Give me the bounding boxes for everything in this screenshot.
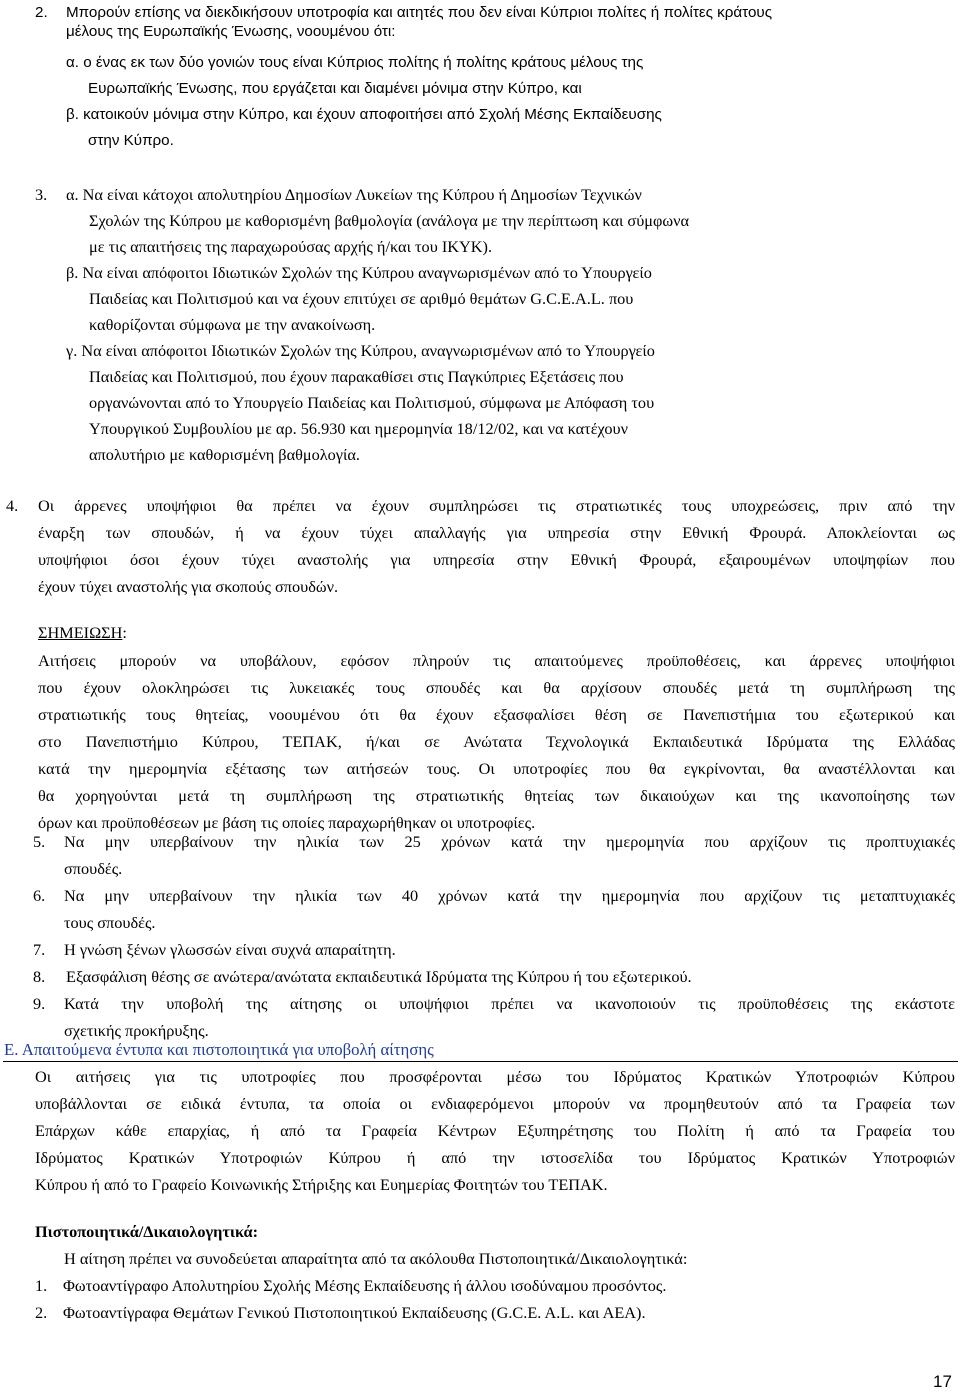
- item-3a-line-2: Σχολών της Κύπρου με καθορισμένη βαθμολογία (ανάλογα με την περίπτωση και σύμφωνα: [89, 211, 690, 230]
- certificate-item-2-number: 2.: [35, 1303, 48, 1322]
- item-3g-line-2: Παιδείας και Πολιτισμού, που έχουν παρακαθίσει στις Παγκύπριες Εξετάσεις που: [89, 367, 624, 386]
- item-7-line-1: Η γνώση ξένων γλωσσών είναι συχνά απαραίτητη.: [64, 940, 396, 959]
- note-title-colon: :: [122, 623, 127, 642]
- item-3g-line-5: απολυτήριο με καθορισμένη βαθμολογία.: [89, 445, 360, 464]
- item-7-number: 7.: [33, 940, 46, 959]
- note-line-6: θα χορηγούνται μετά τη συμπλήρωση της στρατιωτικής θητείας των δικαιούχων και της ικανοποίησης των: [38, 786, 955, 805]
- section-e-heading: Ε. Απαιτούμενα έντυπα και πιστοποιητικά για υποβολή αίτησης: [4, 1040, 434, 1059]
- item-2a-line-2: Ευρωπαϊκής Ένωσης, που εργάζεται και διαμένει μόνιμα στην Κύπρο, και: [88, 80, 582, 97]
- section-e-line-3: Επάρχων κάθε επαρχίας, ή από τα Γραφεία Κέντρων Εξυπηρέτησης του Πολίτη ή από τα Γραφεία του: [35, 1121, 955, 1140]
- page-number: 17: [933, 1372, 952, 1391]
- item-9-line-1: Κατά την υποβολή της αίτησης οι υποψήφιοι πρέπει να ικανοποιούν τις προϋποθέσεις της εκάστοτε: [64, 994, 955, 1013]
- item-9-line-2: σχετικής προκήρυξης.: [64, 1021, 209, 1040]
- section-e-line-5: Κύπρου ή από το Γραφείο Κοινωνικής Στήριξης και Ευημερίας Φοιτητών του ΤΕΠΑΚ.: [35, 1175, 608, 1194]
- certificates-intro: Η αίτηση πρέπει να συνοδεύεται απαραίτητα από τα ακόλουθα Πιστοποιητικά/Δικαιολογητικά:: [64, 1249, 688, 1268]
- item-6-line-1: Να μην υπερβαίνουν την ηλικία των 40 χρόνων κατά την ημερομηνία που αρχίζουν τις μεταπτυχιακές: [64, 886, 955, 905]
- note-title-row: [38, 623, 127, 643]
- item-3g-line-4: Υπουργικού Συμβουλίου με αρ. 56.930 και ημερομηνία 18/12/02, και να κατέχουν: [89, 419, 628, 438]
- certificate-item-1-text: Φωτοαντίγραφο Απολυτηρίου Σχολής Μέσης Εκπαίδευσης ή άλλου ισοδύναμου προσόντος.: [63, 1276, 667, 1295]
- section-e-divider: [3, 1061, 958, 1062]
- item-3a-line-3: με τις απαιτήσεις της παραχωρούσας αρχής ή/και του ΙΚΥΚ).: [89, 237, 493, 256]
- certificates-title: Πιστοποιητικά/Δικαιολογητικά:: [35, 1222, 259, 1241]
- item-4-line-2: έναρξη των σπουδών, ή να έχουν τύχει απαλλαγής για υπηρεσία στην Εθνική Φρουρά. Αποκλείονται ως: [38, 523, 955, 542]
- item-5-line-1: Να μην υπερβαίνουν την ηλικία των 25 χρόνων κατά την ημερομηνία που αρχίζουν τις προπτυχιακές: [64, 832, 955, 851]
- item-2b-line-2: στην Κύπρο.: [88, 132, 174, 149]
- item-2b-line-1: β. κατοικούν μόνιμα στην Κύπρο, και έχουν αποφοιτήσει από Σχολή Μέσης Εκπαίδευσης: [66, 106, 662, 123]
- section-e-line-1: Οι αιτήσεις για τις υποτροφίες που προσφέρονται μέσω του Ιδρύματος Κρατικών Υποτροφιών Κύπρου: [35, 1067, 955, 1086]
- item-5-line-2: σπουδές.: [64, 859, 123, 878]
- note-line-5: κατά την ημερομηνία εξέτασης των αιτήσεών τους. Οι υποτροφίες που θα εγκρίνονται, θα αναστέλλονται και: [38, 759, 955, 778]
- item-3g-line-3: οργανώνονται από το Υπουργείο Παιδείας και Πολιτισμού, σύμφωνα με Απόφαση του: [89, 393, 655, 412]
- item-4-line-1: Οι άρρενες υποψήφιοι θα πρέπει να έχουν συμπληρώσει τις στρατιωτικές τους υποχρεώσεις, πριν από την: [38, 496, 955, 515]
- note-line-2: που έχουν ολοκληρώσει τις λυκειακές τους σπουδές και θα αρχίσουν σπουδές μετά τη συμπλήρωση της: [38, 678, 955, 697]
- item-3b-line-1: β. Να είναι απόφοιτοι Ιδιωτικών Σχολών της Κύπρου αναγνωρισμένων από το Υπουργείο: [66, 263, 652, 282]
- item-2-line-2: μέλους της Ευρωπαϊκής Ένωσης, νοουμένου ότι:: [66, 23, 396, 40]
- item-3a-line-1: α. Να είναι κάτοχοι απολυτηρίου Δημοσίων Λυκείων της Κύπρου ή Δημοσίων Τεχνικών: [66, 185, 642, 204]
- item-3-number: 3.: [35, 185, 48, 204]
- item-2-number: 2.: [35, 4, 48, 21]
- certificate-item-1-number: 1.: [35, 1276, 48, 1295]
- item-3b-line-2: Παιδείας και Πολιτισμού και να έχουν επιτύχει σε αριθμό θεμάτων G.C.E.A.L. που: [89, 289, 634, 308]
- item-2a-line-1: α. ο ένας εκ των δύο γονιών τους είναι Κύπριος πολίτης ή πολίτης κράτους μέλους της: [66, 54, 644, 71]
- certificate-item-2-text: Φωτοαντίγραφα Θεμάτων Γενικού Πιστοποιητικού Εκπαίδευσης (G.C.E. A.L. και ΑΕΑ).: [63, 1303, 646, 1322]
- item-4-line-3: υποψήφιοι όσοι έχουν τύχει αναστολής για υπηρεσία στην Εθνική Φρουρά, εξαιρουμένων υποψηφίων που: [38, 550, 955, 569]
- item-4-number: 4.: [6, 496, 19, 515]
- note-line-7: όρων και προϋποθέσεων με βάση τις οποίες παραχωρήθηκαν οι υποτροφίες.: [38, 813, 536, 832]
- item-3g-line-1: γ. Να είναι απόφοιτοι Ιδιωτικών Σχολών της Κύπρου, αναγνωρισμένων από το Υπουργείο: [66, 341, 655, 360]
- note-title: ΣΗΜΕΙΩΣΗ: [38, 623, 123, 642]
- item-3b-line-3: καθορίζονται σύμφωνα με την ανακοίνωση.: [89, 315, 376, 334]
- item-5-number: 5.: [33, 832, 46, 851]
- section-e-line-2: υποβάλλονται σε ειδικά έντυπα, τα οποία οι ενδιαφερόμενοι μπορούν να προμηθευτούν από τα Γραφεία των: [35, 1094, 955, 1113]
- item-9-number: 9.: [33, 994, 46, 1013]
- note-line-4: στο Πανεπιστήμιο Κύπρου, ΤΕΠΑΚ, ή/και σε Ανώτατα Τεχνολογικά Εκπαιδευτικά Ιδρύματα της Ελλάδας: [38, 732, 955, 751]
- item-6-number: 6.: [33, 886, 46, 905]
- section-e-line-4: Ιδρύματος Κρατικών Υποτροφιών Κύπρου ή από την ιστοσελίδα του Ιδρύματος Κρατικών Υποτροφιών: [35, 1148, 955, 1167]
- item-2-line-1: Μπορούν επίσης να διεκδικήσουν υποτροφία και αιτητές που δεν είναι Κύπριοι πολίτες ή πολίτες κράτους: [66, 4, 773, 21]
- note-line-3: στρατιωτικής τους θητείας, νοουμένου ότι θα έχουν εξασφαλίσει θέση σε Πανεπιστήμια του εξωτερικού και: [38, 705, 955, 724]
- item-6-line-2: τους σπουδές.: [64, 913, 156, 932]
- note-line-1: Αιτήσεις μπορούν να υποβάλουν, εφόσον πληρούν τις απαιτούμενες προϋποθέσεις, και άρρενες υποψήφιοι: [38, 651, 955, 670]
- item-8-line-1: Εξασφάλιση θέσης σε ανώτερα/ανώτατα εκπαιδευτικά Ιδρύματα της Κύπρου ή του εξωτερικού.: [66, 967, 692, 986]
- item-8-number: 8.: [33, 967, 46, 986]
- item-4-line-4: έχουν τύχει αναστολής για σκοπούς σπουδών.: [38, 577, 339, 596]
